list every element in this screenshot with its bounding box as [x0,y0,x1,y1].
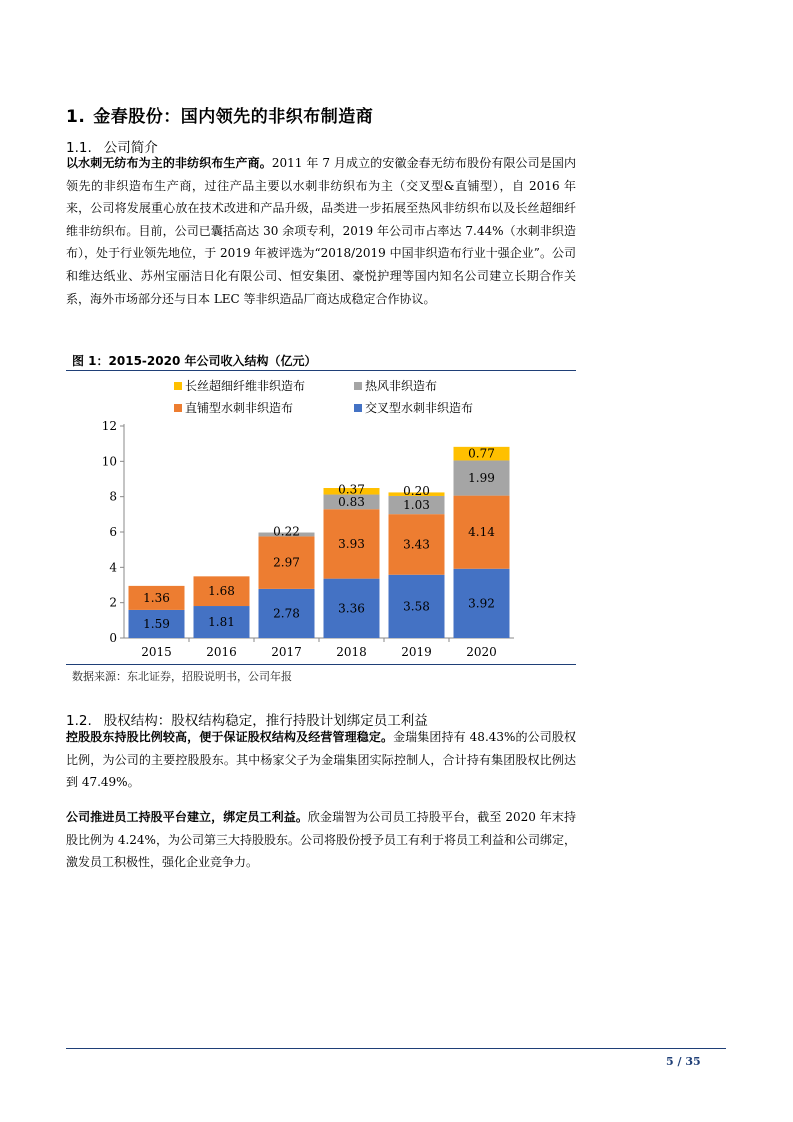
y-tick-label: 2 [109,595,117,610]
figure-source: 数据来源：东北证券，招股说明书，公司年报 [72,670,292,683]
data-label: 1.68 [208,584,235,599]
x-tick-label: 2015 [141,645,172,659]
legend-swatch [354,382,362,390]
data-label: 3.36 [338,601,365,616]
section-heading: 金春股份：国内领先的非织布制造商 [93,107,374,127]
shareholding-paragraph [66,726,576,794]
data-label: 3.93 [338,536,365,551]
figure-caption: 图 1：2015-2020 年公司收入结构（亿元） [72,354,317,368]
legend-swatch [174,382,182,390]
revenue-structure-chart [66,372,576,662]
company-intro-paragraph [66,152,576,310]
chart-bars [129,447,510,638]
x-tick-label: 2019 [401,645,432,659]
data-label: 2.97 [273,555,300,570]
data-label: 0.37 [338,482,365,497]
page-number: 5 / 35 [666,1055,701,1068]
paragraph-body: 2011 年 7 月成立的安徽金春无纺布股份有限公司是国内领先的非织造布生产商，过往产品主要以水刺非纺织布为主（交叉型&直铺型），自 2016 年来，公司将发展重心放在技术改进和产品升级，品类进一步拓展至热风非纺织布以及长丝超细纤维非纺织布。目前，公司已囊括高达 30 余项专利，2019 年公司市占率达 7.44%（水刺非织造布），处于行业领先地位，于 2019 年被评选为“2018/2019 中国非织造布行业十强企业”。公司和维达纸业、苏州宝丽洁日化有限公司、恒安集团、豪悦护理等国内知名公司建立长期合作关系，海外市场部分还与日本 LEC 等非织造品厂商达成稳定合作协议。 [66,156,576,306]
y-tick-label: 4 [109,560,117,575]
figure-top-rule [66,370,576,371]
subsection-number: 1.2. [66,713,92,729]
paragraph-lead: 公司推进员工持股平台建立，绑定员工利益。 [66,810,308,824]
legend-label: 交叉型水刺非织造布 [365,401,474,415]
section-number: 1. [66,107,86,127]
data-label: 4.14 [468,525,495,540]
legend-label: 直铺型水刺非织造布 [185,401,294,415]
y-tick-label: 0 [109,631,117,645]
data-label: 0.22 [273,524,300,539]
x-tick-label: 2018 [336,645,367,659]
subsection-heading: 股权结构：股权结构稳定，推行持股计划绑定员工利益 [103,713,428,729]
paragraph-body: 金瑞集团持有 48.43%的公司股权比例，为公司的主要控股股东。其中杨家父子为金瑞集团实际控制人，合计持有集团股权比例达到 47.49%。 [66,730,576,790]
footer-rule [66,1048,726,1049]
data-label: 2.78 [273,606,300,621]
x-tick-label: 2016 [206,645,237,659]
y-tick-label: 6 [109,525,117,539]
data-label: 1.36 [143,590,170,605]
y-tick-label: 10 [101,454,117,469]
y-tick-label: 8 [109,489,117,504]
figure-bottom-rule [66,664,576,665]
paragraph-lead: 控股股东持股比例较高，便于保证股权结构及经营管理稳定。 [66,730,394,744]
section-title [66,102,373,127]
legend-swatch [174,404,182,412]
paragraph-lead: 以水刺无纺布为主的非纺织布生产商。 [66,156,272,170]
data-label: 1.03 [403,498,430,513]
data-label: 1.99 [468,471,495,486]
data-label: 1.81 [208,615,235,630]
paragraph-body: 欣金瑞智为公司员工持股平台，截至 2020 年末持股比例为 4.24%，为公司第三大持股股东。公司将股份授予员工有利于将员工利益和公司绑定，激发员工积极性，强化企业竞争力。 [66,810,576,870]
legend-label: 热风非织造布 [365,379,438,393]
data-label: 3.43 [403,537,430,552]
chart-legend [174,378,473,415]
data-label: 3.92 [468,596,495,611]
subsection-number: 1.1. [66,140,92,156]
legend-label: 长丝超细纤维非织造布 [185,379,306,393]
data-label: 0.77 [468,446,495,461]
data-label: 1.59 [143,616,170,631]
y-tick-label: 12 [101,419,117,433]
subsection-heading: 公司简介 [103,140,158,156]
legend-swatch [354,404,362,412]
x-tick-label: 2017 [271,645,302,659]
data-label: 0.20 [403,483,430,498]
data-label: 0.83 [338,494,365,509]
x-tick-label: 2020 [466,645,497,659]
employee-stock-paragraph [66,806,576,874]
data-label: 3.58 [403,599,430,614]
